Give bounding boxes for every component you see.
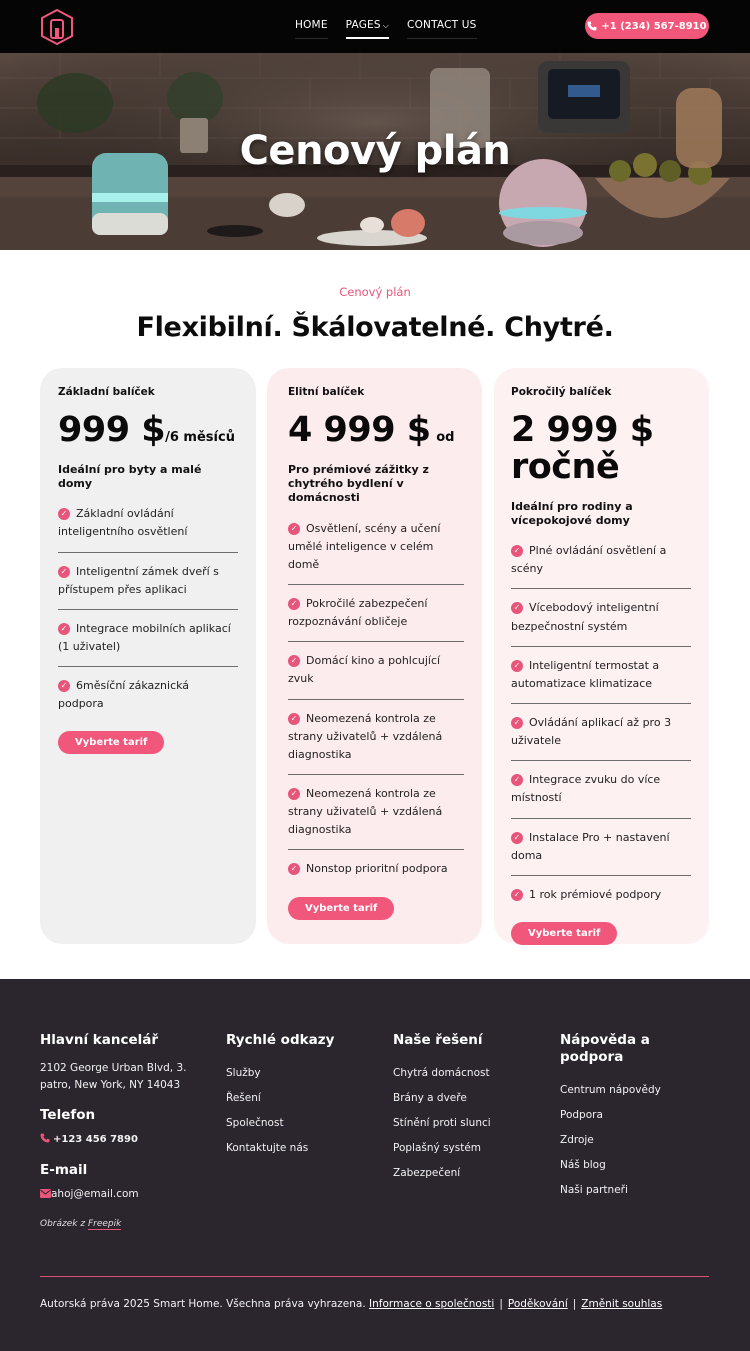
office-heading: Hlavní kancelář (40, 1032, 159, 1048)
feature-item (288, 585, 464, 642)
plan-price (511, 412, 691, 486)
section-eyebrow: Cenový plán (339, 285, 411, 299)
choose-plan-button[interactable]: Vyberte tarif (288, 897, 394, 920)
check-icon: ✓ (288, 523, 300, 535)
pricing-card-elite (267, 368, 482, 944)
nav-contact-us[interactable]: CONTACT US (407, 19, 476, 39)
check-icon: ✓ (511, 774, 523, 786)
plan-price (288, 412, 464, 449)
separator: | (499, 1298, 503, 1310)
copyright-bar (40, 1298, 662, 1310)
feature-item (511, 876, 691, 914)
quick-links-heading: Rychlé odkazy (226, 1032, 335, 1048)
plan-price-amount: 4 999 $ (288, 410, 431, 450)
feature-list (288, 510, 464, 889)
feature-item (511, 819, 691, 876)
plan-price-period: od (436, 430, 455, 445)
feature-text: Nonstop prioritní podpora (306, 862, 448, 876)
footer-link-blog[interactable]: Náš blog (560, 1158, 606, 1171)
footer-phone[interactable] (40, 1132, 200, 1148)
pricing-card-basic (40, 368, 256, 944)
check-icon: ✓ (58, 680, 70, 692)
choose-plan-button[interactable]: Vyberte tarif (58, 731, 164, 754)
check-icon: ✓ (288, 713, 300, 725)
email-icon (40, 1189, 51, 1198)
feature-item (58, 610, 238, 667)
check-icon: ✓ (58, 566, 70, 578)
feature-item (511, 589, 691, 646)
footer-link-help-center[interactable]: Centrum nápovědy (560, 1083, 661, 1096)
feature-text: Inteligentní termostat a automatizace klimatizace (511, 658, 660, 690)
feature-item (511, 761, 691, 818)
feature-item (288, 510, 464, 585)
phone-icon (40, 1133, 50, 1143)
feature-item (58, 553, 238, 610)
check-icon: ✓ (511, 602, 523, 614)
feature-item (288, 642, 464, 699)
image-credit (40, 1217, 200, 1231)
plan-subtitle: Ideální pro byty a malé domy (58, 462, 202, 491)
phone-button[interactable] (585, 13, 709, 39)
footer-link-security[interactable]: Zabezpečení (393, 1166, 461, 1179)
footer-link-services[interactable]: Služby (226, 1066, 261, 1079)
plan-price-amount: 2 999 $ (511, 410, 654, 450)
solutions-heading: Naše řešení (393, 1032, 483, 1048)
footer-email[interactable] (40, 1186, 200, 1203)
footer-quick-links (226, 1032, 376, 1167)
footer-office-column (40, 1032, 200, 1231)
chevron-down-icon: ⌵ (382, 21, 390, 30)
section-title: Flexibilní. Škálovatelné. Chytré. (136, 312, 614, 343)
image-credit-prefix: Obrázek z (40, 1219, 86, 1230)
hero-banner (0, 53, 750, 250)
feature-text: Neomezená kontrola ze strany uživatelů + vzdálená diagnostika (288, 787, 443, 837)
nav-pages-label: PAGES (345, 19, 381, 31)
feature-list (58, 495, 238, 723)
footer-link-smart-home[interactable]: Chytrá domácnost (393, 1066, 490, 1079)
feature-text: Instalace Pro + nastavení doma (511, 830, 670, 862)
plan-price-amount: 999 $ (58, 410, 166, 450)
feature-item (288, 700, 464, 775)
email-heading: E-mail (40, 1162, 88, 1179)
nav-home[interactable]: HOME (295, 19, 328, 39)
feature-text: Vícebodový inteligentní bezpečnostní systém (511, 601, 659, 633)
freepik-link[interactable]: Freepik (87, 1219, 122, 1230)
acknowledgements-link[interactable]: Poděkování (507, 1298, 568, 1310)
main-nav (295, 19, 495, 39)
choose-plan-button[interactable]: Vyberte tarif (511, 922, 617, 945)
nav-pages[interactable] (346, 19, 389, 39)
pricing-card-advanced (494, 368, 709, 944)
feature-text: Inteligentní zámek dveří s přístupem přes aplikaci (58, 564, 219, 596)
feature-item (58, 495, 238, 552)
check-icon: ✓ (58, 623, 70, 635)
phone-button-label: +1 (234) 567-8910 (601, 20, 707, 32)
feature-text: Osvětlení, scény a učení umělé inteligence v celém domě (288, 521, 441, 571)
footer-phone-value: +123 456 7890 (53, 1134, 138, 1146)
plan-price-period: /6 měsíců (165, 430, 235, 445)
feature-text: Ovládání aplikací až pro 3 uživatele (511, 715, 672, 748)
footer-link-support[interactable]: Podpora (560, 1108, 603, 1121)
footer-link-resources[interactable]: Zdroje (560, 1133, 594, 1146)
check-icon: ✓ (288, 863, 300, 875)
phone-icon (587, 21, 597, 31)
check-icon: ✓ (511, 660, 523, 672)
feature-text: Integrace mobilních aplikací (1 uživatel) (58, 621, 231, 654)
check-icon: ✓ (511, 889, 523, 901)
footer (0, 979, 750, 1351)
check-icon: ✓ (511, 717, 523, 729)
company-info-link[interactable]: Informace o společnosti (369, 1298, 495, 1310)
feature-text: Plné ovládání osvětlení a scény (511, 544, 667, 576)
check-icon: ✓ (511, 832, 523, 844)
hero-title: Cenový plán (239, 128, 511, 174)
office-address: 2102 George Urban Blvd, 3. patro, New York, NY 14043 (40, 1061, 187, 1091)
footer-link-gates-doors[interactable]: Brány a dveře (393, 1091, 467, 1104)
help-heading: Nápověda a podpora (560, 1032, 650, 1065)
footer-link-solutions[interactable]: Řešení (226, 1091, 261, 1104)
feature-item (58, 667, 238, 723)
copyright-text: Autorská práva 2025 Smart Home. Všechna práva vyhrazena. (40, 1298, 366, 1310)
plan-price (58, 412, 238, 449)
feature-item (511, 647, 691, 704)
feature-text: Integrace zvuku do více místností (511, 773, 661, 805)
plan-name: Elitní balíček (288, 386, 365, 398)
check-icon: ✓ (58, 508, 70, 520)
feature-item (288, 775, 464, 850)
plan-price-period: ročně (511, 446, 620, 487)
footer-link-sun-shading[interactable]: Stínění proti slunci (393, 1116, 491, 1129)
top-navigation-bar (0, 0, 750, 53)
footer-link-company[interactable]: Společnost (226, 1116, 284, 1129)
check-icon: ✓ (288, 598, 300, 610)
plan-subtitle: Pro prémiové zážitky z chytrého bydlení v domácnosti (288, 462, 429, 505)
feature-text: Pokročilé zabezpečení rozpoznávání obličeje (288, 597, 428, 629)
check-icon: ✓ (288, 655, 300, 667)
footer-link-contact[interactable]: Kontaktujte nás (226, 1141, 309, 1154)
feature-text: 1 rok prémiové podpory (529, 887, 662, 901)
footer-solutions (393, 1032, 543, 1192)
feature-list (511, 532, 691, 914)
check-icon: ✓ (511, 545, 523, 557)
footer-divider (40, 1276, 709, 1277)
footer-link-partners[interactable]: Naši partneři (560, 1183, 628, 1196)
house-logo-icon[interactable] (40, 8, 74, 46)
footer-email-value: ahoj@email.com (51, 1188, 139, 1201)
separator: | (572, 1298, 577, 1310)
check-icon: ✓ (288, 788, 300, 800)
feature-text: Domácí kino a pohlcující zvuk (288, 654, 441, 686)
feature-text: Základní ovládání inteligentního osvětlení (58, 507, 188, 539)
feature-item (511, 704, 691, 761)
plan-name: Základní balíček (58, 386, 155, 398)
plan-name: Pokročilý balíček (511, 386, 612, 398)
feature-text: 6měsíční zákaznická podpora (58, 679, 190, 711)
footer-link-alarm-system[interactable]: Poplašný systém (393, 1141, 482, 1154)
feature-text: Neomezená kontrola ze strany uživatelů + vzdálená diagnostika (288, 711, 443, 761)
change-consent-link[interactable]: Změnit souhlas (581, 1298, 663, 1310)
plan-subtitle: Ideální pro rodiny a vícepokojové domy (511, 499, 633, 527)
feature-item (511, 532, 691, 589)
feature-item (288, 850, 464, 888)
footer-help (560, 1032, 710, 1209)
phone-heading: Telefon (40, 1107, 96, 1124)
